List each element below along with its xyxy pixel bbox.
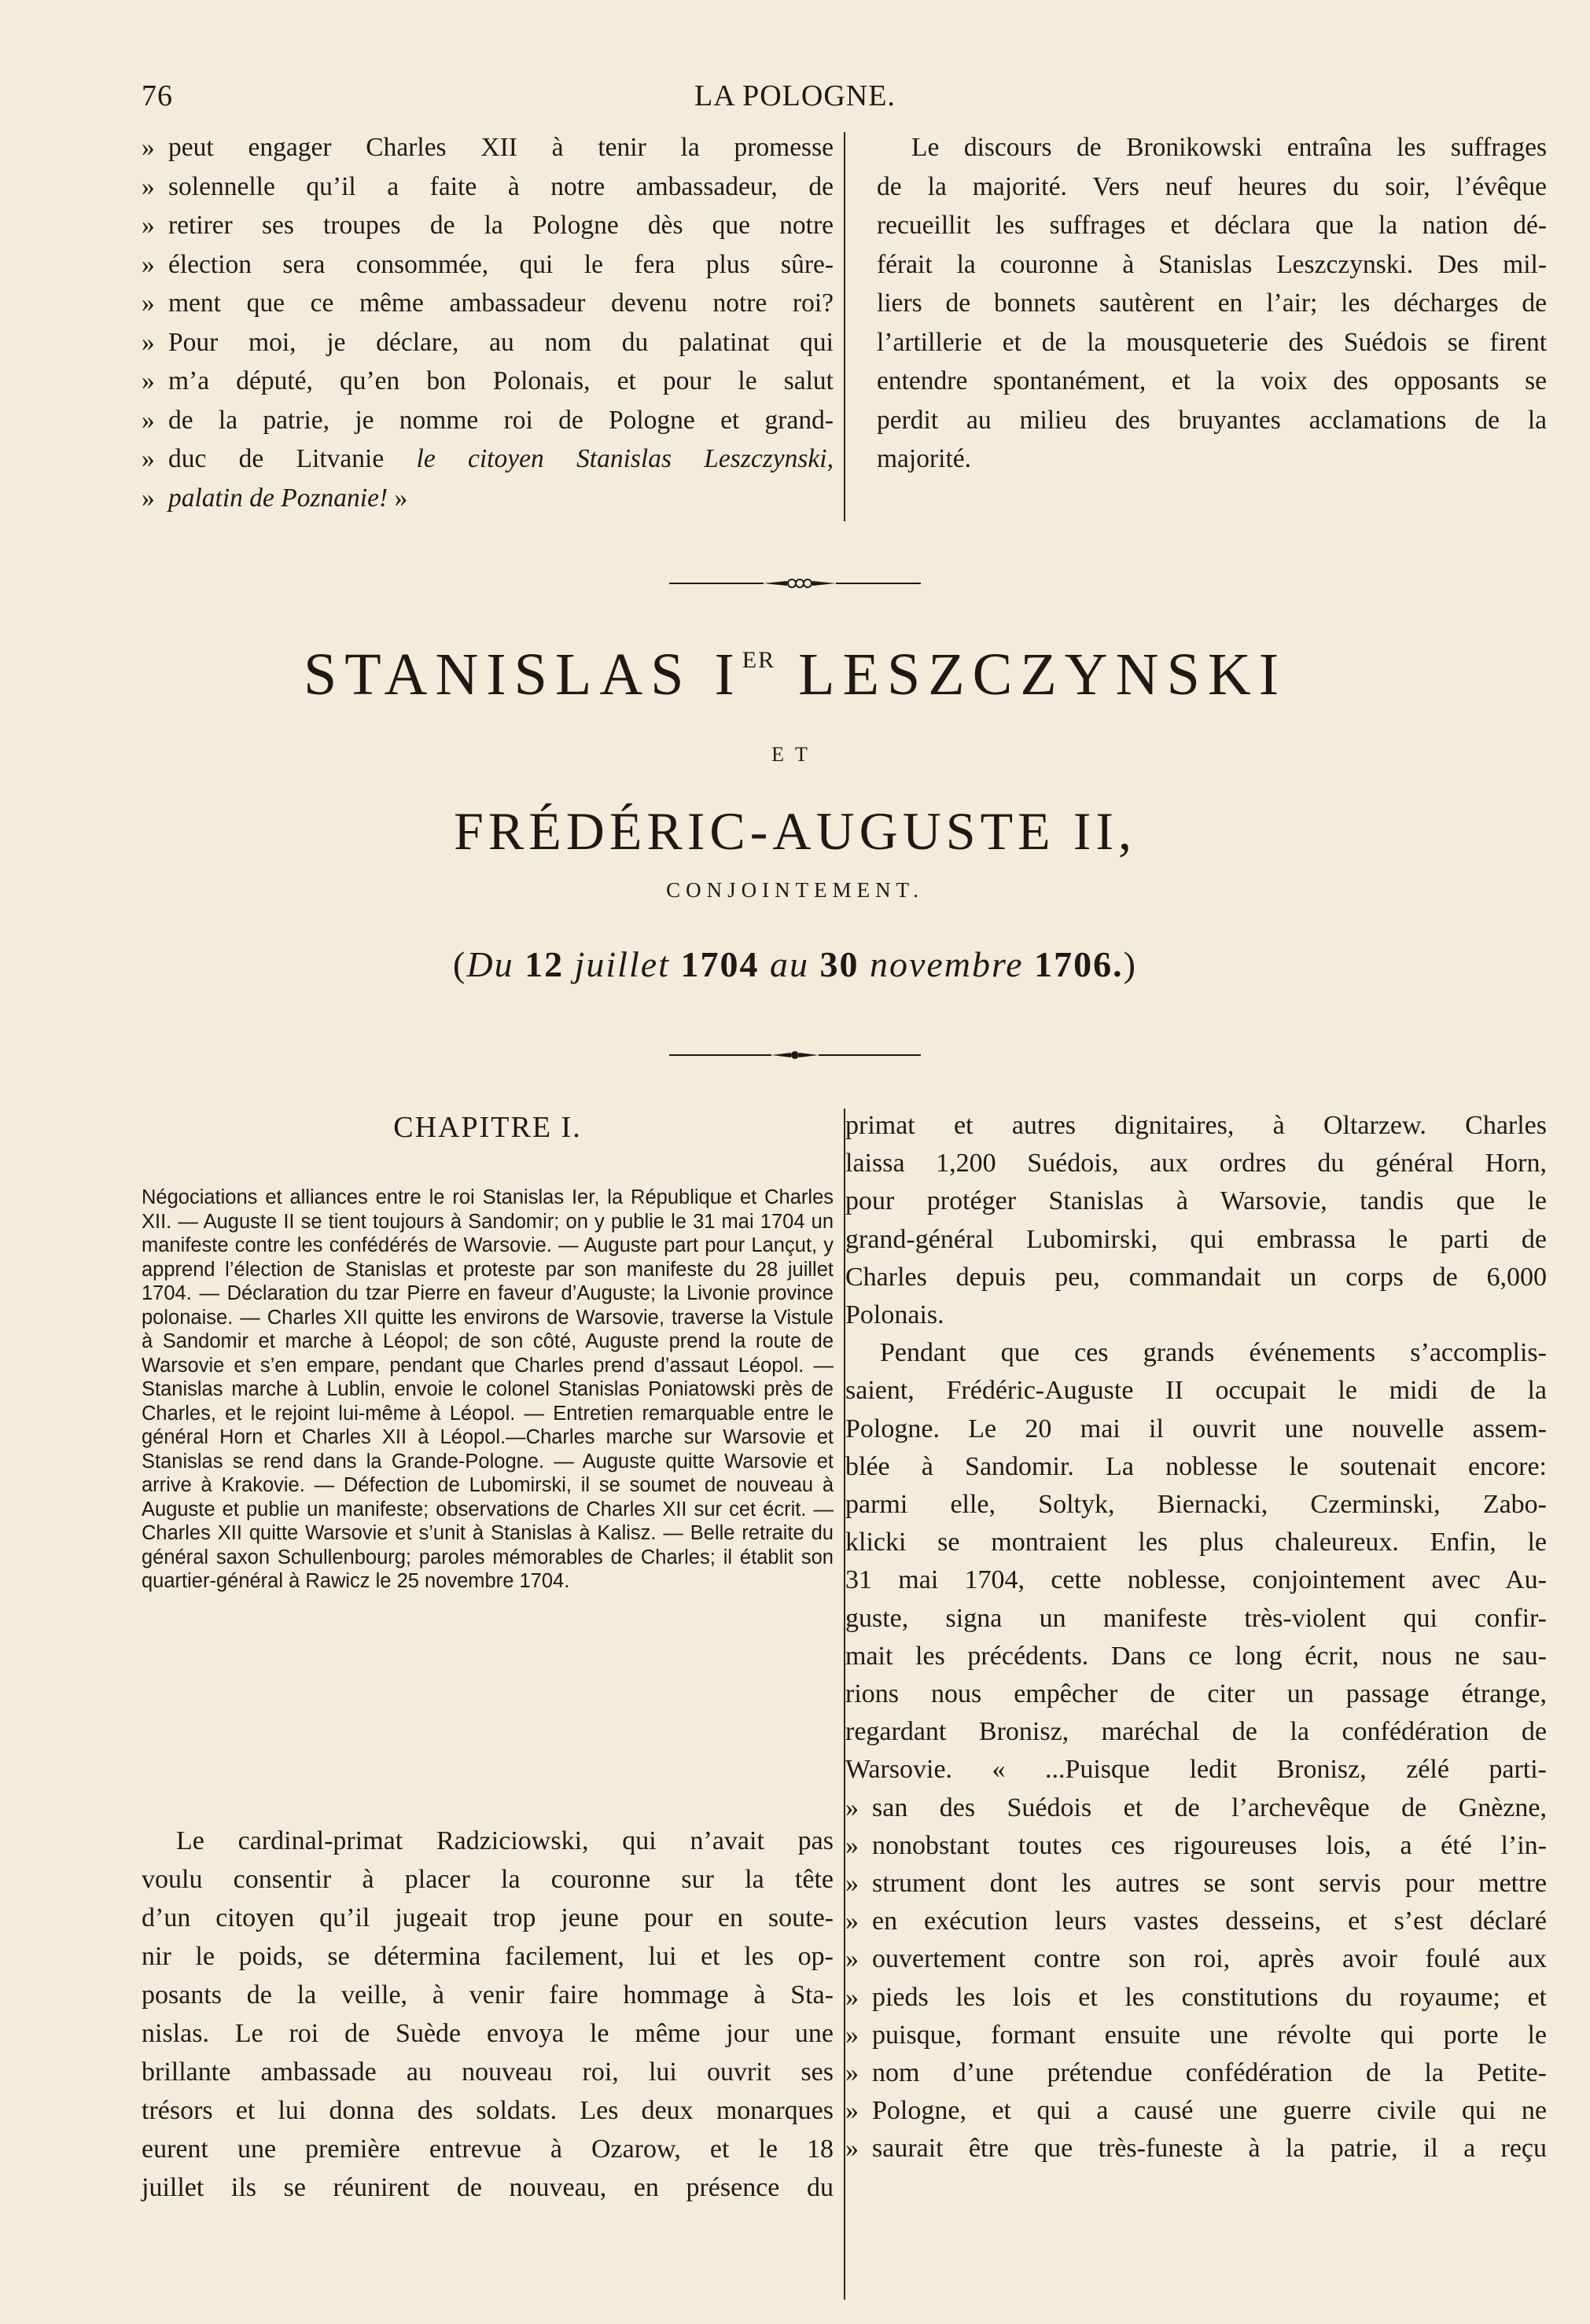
text-line: » pieds les lois et les constitutions du royaume; et bbox=[845, 1982, 1547, 2012]
bottom-right-column bbox=[845, 1107, 1547, 2168]
text-line: rions nous empêcher de citer un passage étrange, bbox=[845, 1679, 1547, 1709]
chapter-heading: CHAPITRE I. bbox=[393, 1111, 582, 1144]
bottom-left-column bbox=[142, 1822, 834, 2207]
text-line: perdit au milieu des bruyantes acclamations de la bbox=[877, 405, 1547, 435]
text-line: regardant Bronisz, maréchal de la confédération de bbox=[845, 1717, 1547, 1747]
text-line: » solennelle qu’il a faite à notre ambassadeur, de bbox=[142, 171, 834, 201]
text-line: juillet ils se réunirent de nouveau, en présence du bbox=[142, 2173, 834, 2202]
text-line: majorité. bbox=[877, 444, 971, 473]
text-line: Pologne. Le 20 mai il ouvrit une nouvelle assem- bbox=[845, 1414, 1547, 1443]
text-line: » strument dont les autres se sont servis pour mettre bbox=[845, 1869, 1547, 1899]
text-line: nir le poids, se détermina facilement, lui et les op- bbox=[142, 1942, 834, 1971]
text-line: » retirer ses troupes de la Pologne dès que notre bbox=[142, 211, 834, 240]
text-line: » Pour moi, je déclare, au nom du palatinat qui bbox=[142, 327, 834, 357]
text-line: parmi elle, Soltyk, Biernacki, Czerminski, Zabo- bbox=[845, 1490, 1547, 1520]
text-line: klicki se montraient les plus chaleureux. Enfin, le bbox=[845, 1528, 1547, 1557]
text-line: d’un citoyen qu’il jugeait trop jeune pour en soute- bbox=[142, 1903, 834, 1932]
text-line: l’artillerie et de la mousqueterie des Suédois se firent bbox=[877, 327, 1547, 357]
text-line: primat et autres dignitaires, à Oltarzew. Charles bbox=[845, 1111, 1547, 1140]
text-line: liers de bonnets sautèrent en l’air; les décharges de bbox=[877, 289, 1547, 318]
text-line: eurent une première entrevue à Ozarow, et le 18 bbox=[142, 2135, 834, 2164]
text-line: » saurait être que très-funeste à la patrie, il a reçu bbox=[845, 2134, 1547, 2164]
text-line: brillante ambassade au nouveau roi, lui ouvrit ses bbox=[142, 2057, 834, 2087]
text-line: pour protéger Stanislas à Warsovie, tandis que le bbox=[845, 1186, 1547, 1216]
text-line: entendre spontanément, et la voix des opposants se bbox=[877, 366, 1547, 395]
section-ornament-top bbox=[0, 575, 1590, 595]
text-line: » ment que ce même ambassadeur devenu notre roi? bbox=[142, 289, 834, 318]
text-line: » m’a député, qu’en bon Polonais, et pour le salut bbox=[142, 366, 834, 395]
page-number: 76 bbox=[142, 79, 173, 112]
italic-name: le citoyen Stanislas Leszczynski, bbox=[416, 444, 834, 473]
title-conjunction: ET bbox=[771, 743, 819, 766]
running-header bbox=[142, 79, 1448, 118]
text-line: » Pologne, et qui a causé une guerre civile qui ne bbox=[845, 2096, 1547, 2126]
text-line: nislas. Le roi de Suède envoya le même jour une bbox=[142, 2019, 834, 2048]
text-line: férait la couronne à Stanislas Leszczynski. Des mil- bbox=[877, 249, 1547, 279]
column-divider-top bbox=[844, 132, 845, 521]
summary-text: Négociations et alliances entre le roi Stanislas Ier, la République et Charles XII. — Auguste II se tient toujours à Sandomir; on y publie le 31 mai 1704 un manifeste contre les confédérés de Warsovie. — Auguste part pour Lançut, y apprend l’élection de Stanislas et proteste par son manifeste du 28 juillet 1704. — Déclaration du tzar Pierre en faveur d’Auguste; la Livonie province polonaise. — Charles XII quitte les environs de Warsovie, traverse la Vistule à Sandomir et marche à Léopol; de son côté, Auguste prend la route de Warsovie et s’en empare, pendant que Charles prend d’assaut Léopol. — Stanislas marche à Lublin, envoie le colonel Stanislas Poniatowski près de Charles, et le rejoint lui-même à Léopol. — Entretien remarquable entre le général Horn et Charles XII à Léopol.—Charles marche sur Warsovie et Stanislas se rend dans la Grande-Pologne. — Auguste quitte Warsovie et arrive à Krakovie. — Défection de Lubomirski, il se soumet de nouveau à Auguste et publie un manifeste; observations de Charles XII sur cet écrit. — Charles XII quitte Warsovie et s’unit à Stanislas à Kalisz. — Belle retraite du général saxon Schullenbourg; paroles mémorables de Charles; il établit son quartier-général à Rawicz le 25 novembre 1704. bbox=[142, 1186, 834, 1592]
text-line: » élection sera consommée, qui le fera plus sûre- bbox=[142, 249, 834, 279]
text-line: Pendant que ces grands événements s’accomplis- bbox=[880, 1338, 1547, 1368]
text-line: recueillit les suffrages et déclara que la nation dé- bbox=[877, 211, 1547, 240]
text-line: Le cardinal-primat Radziciowski, qui n’avait pas bbox=[176, 1826, 834, 1855]
text-line: » nom d’une prétendue confédération de la Petite- bbox=[845, 2058, 1547, 2088]
text-line: » peut engager Charles XII à tenir la promesse bbox=[142, 133, 834, 162]
chapter-date-range: (Du 12 juillet 1704 au 30 novembre 1706.) bbox=[453, 944, 1137, 984]
text-line: 31 mai 1704, cette noblesse, conjointement avec Au- bbox=[845, 1565, 1547, 1595]
text-line: posants de la veille, à venir faire hommage à Sta- bbox=[142, 1980, 834, 2010]
text-line: saient, Frédéric-Auguste II occupait le midi de la bbox=[845, 1376, 1547, 1406]
running-title: LA POLOGNE. bbox=[694, 79, 896, 112]
chapter-subtitle: CONJOINTEMENT. bbox=[666, 878, 924, 902]
text-line: laissa 1,200 Suédois, aux ordres du général Horn, bbox=[845, 1149, 1547, 1179]
text-line: guste, signa un manifeste très-violent qui confir- bbox=[845, 1603, 1547, 1633]
text-line: trésors et lui donna des soldats. Les deux monarques bbox=[142, 2096, 834, 2125]
text-line: » ouvertement contre son roi, après avoir foulé aux bbox=[845, 1944, 1547, 1974]
text-line: Le discours de Bronikowski entraîna les suffrages bbox=[911, 133, 1547, 162]
text-line: de la majorité. Vers neuf heures du soir, l’évêque bbox=[877, 171, 1547, 201]
text-line: » duc de Litvanie le citoyen Stanislas Leszczynski, bbox=[142, 444, 834, 473]
text-line: » san des Suédois et de l’archevêque de Gnèzne, bbox=[845, 1793, 1547, 1822]
chapter-main-title: STANISLAS IER LESZCZYNSKI bbox=[303, 642, 1287, 708]
text-line: » de la patrie, je nomme roi de Pologne et grand- bbox=[142, 405, 834, 435]
text-line: Warsovie. « ...Puisque ledit Bronisz, zélé parti- bbox=[845, 1755, 1547, 1785]
text-line: voulu consentir à placer la couronne sur la tête bbox=[142, 1865, 834, 1894]
text-line: blée à Sandomir. La noblesse le soutenait encore: bbox=[845, 1451, 1547, 1481]
chapter-summary bbox=[142, 1186, 834, 1594]
chapter-second-title: FRÉDÉRIC-AUGUSTE II, bbox=[454, 801, 1136, 861]
text-line: » en exécution leurs vastes desseins, et s’est déclaré bbox=[845, 1907, 1547, 1936]
top-left-column bbox=[142, 128, 834, 517]
text-line: Charles depuis peu, commandait un corps de 6,000 bbox=[845, 1262, 1547, 1292]
top-right-column bbox=[877, 128, 1547, 479]
text-line: Polonais. bbox=[845, 1300, 944, 1330]
text-line: grand-général Lubomirski, qui embrassa le parti de bbox=[845, 1224, 1547, 1254]
italic-title: palatin de Poznanie! bbox=[168, 483, 388, 513]
text-line: mait les précédents. Dans ce long écrit, nous ne sau- bbox=[845, 1641, 1547, 1671]
text-line: » puisque, formant ensuite une révolte qui porte le bbox=[845, 2020, 1547, 2050]
text-line: » palatin de Poznanie! » bbox=[142, 483, 408, 513]
text-line: » nonobstant toutes ces rigoureuses lois, a été l’in- bbox=[845, 1830, 1547, 1860]
section-ornament-bottom bbox=[0, 1047, 1590, 1067]
